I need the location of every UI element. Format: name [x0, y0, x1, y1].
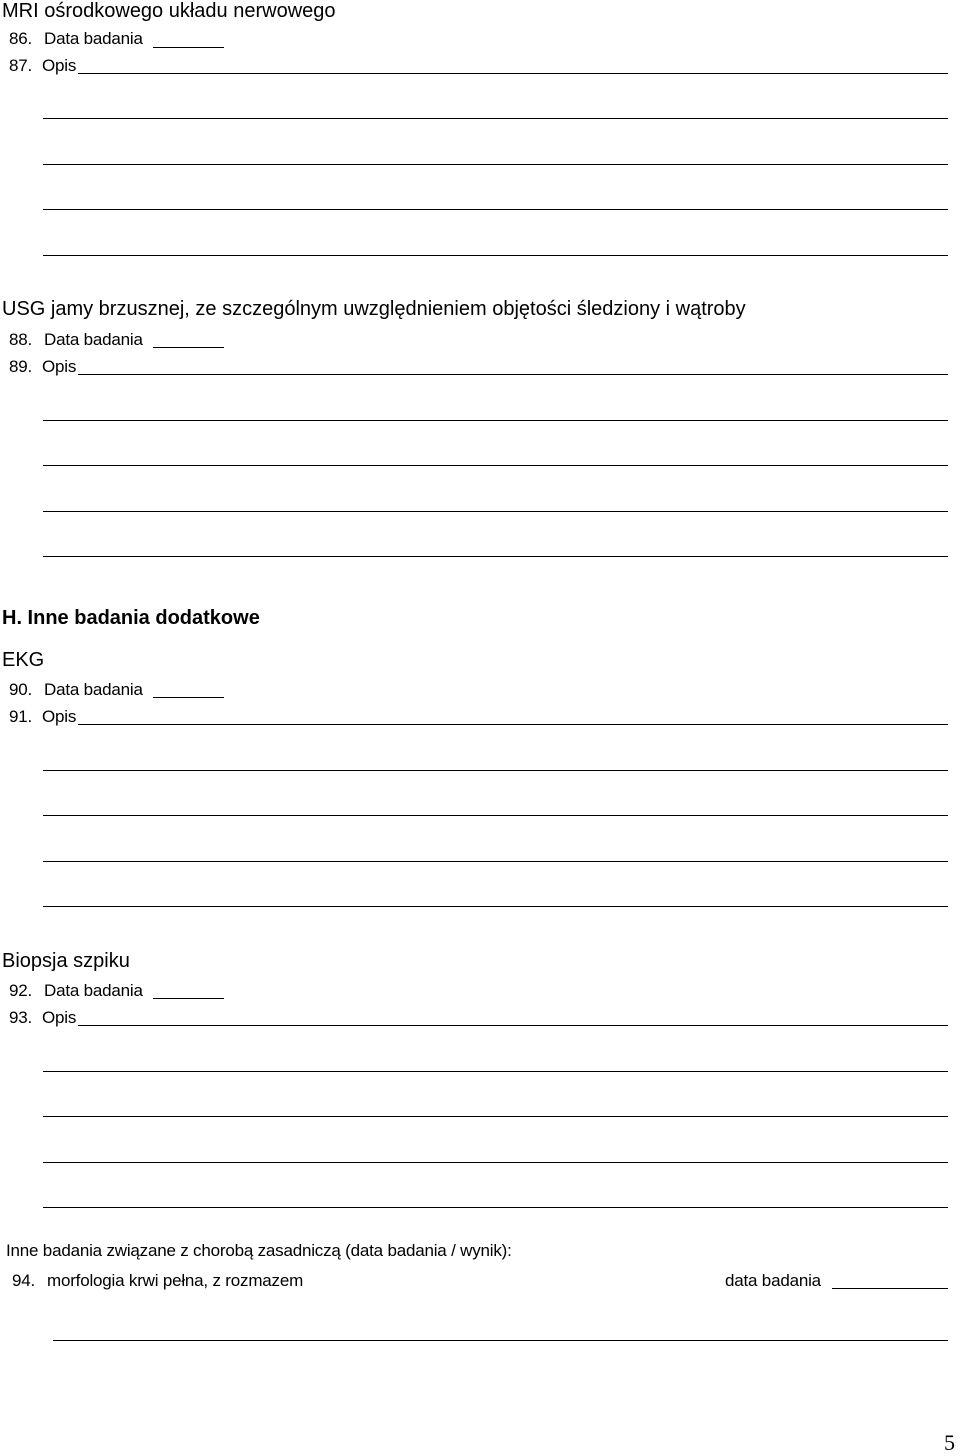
field-number-91: 91.	[9, 707, 33, 726]
desc-label-93: Opis	[42, 1008, 77, 1027]
desc-input-line-89[interactable]	[78, 374, 948, 375]
part-h-heading: H. Inne badania dodatkowe	[2, 607, 260, 629]
desc-label-89: Opis	[42, 357, 77, 376]
field-number-88: 88.	[9, 330, 33, 349]
section-title-biopsy: Biopsja szpiku	[2, 950, 130, 972]
desc-input-line-89-2[interactable]	[43, 420, 948, 421]
desc-input-line-93-4[interactable]	[43, 1162, 948, 1163]
desc-input-line-87[interactable]	[78, 73, 948, 74]
desc-input-line-93-5[interactable]	[43, 1207, 948, 1208]
blood-count-label: morfologia krwi pełna, z rozmazem	[47, 1271, 304, 1290]
desc-input-line-91-2[interactable]	[43, 770, 948, 771]
field-number-94: 94.	[12, 1271, 36, 1290]
date-input-line-94[interactable]	[832, 1288, 948, 1289]
section-title-usg: USG jamy brzusznej, ze szczególnym uwzględnieniem objętości śledziony i wątroby	[2, 298, 746, 320]
field-number-93: 93.	[9, 1008, 33, 1027]
desc-label-87: Opis	[42, 56, 77, 75]
field-number-92: 92.	[9, 981, 33, 1000]
desc-label-91: Opis	[42, 707, 77, 726]
desc-input-line-87-5[interactable]	[43, 255, 948, 256]
date-label-88: Data badania	[44, 330, 143, 349]
date-input-line-88[interactable]	[153, 347, 224, 348]
desc-input-line-91-3[interactable]	[43, 815, 948, 816]
desc-input-line-89-4[interactable]	[43, 511, 948, 512]
desc-input-line-89-3[interactable]	[43, 465, 948, 466]
desc-input-line-93[interactable]	[78, 1025, 948, 1026]
desc-input-line-89-5[interactable]	[43, 556, 948, 557]
date-label-92: Data badania	[44, 981, 143, 1000]
date-input-line-86[interactable]	[153, 47, 224, 48]
result-input-line-94[interactable]	[53, 1340, 948, 1341]
desc-input-line-93-2[interactable]	[43, 1071, 948, 1072]
date-label-90: Data badania	[44, 680, 143, 699]
desc-input-line-91-5[interactable]	[43, 906, 948, 907]
date-input-line-92[interactable]	[153, 998, 224, 999]
desc-input-line-91[interactable]	[78, 724, 948, 725]
desc-input-line-91-4[interactable]	[43, 861, 948, 862]
other-tests-heading: Inne badania związane z chorobą zasadniczą (data badania / wynik):	[6, 1241, 512, 1260]
desc-input-line-87-4[interactable]	[43, 209, 948, 210]
desc-input-line-87-3[interactable]	[43, 164, 948, 165]
date-input-line-90[interactable]	[153, 697, 224, 698]
section-title-ekg: EKG	[2, 649, 45, 671]
section-title-mri: MRI ośrodkowego układu nerwowego	[2, 0, 336, 22]
field-number-90: 90.	[9, 680, 33, 699]
field-number-87: 87.	[9, 56, 33, 75]
date-label-86: Data badania	[44, 29, 143, 48]
desc-input-line-93-3[interactable]	[43, 1116, 948, 1117]
page-number: 5	[944, 1430, 955, 1455]
field-number-86: 86.	[9, 29, 33, 48]
field-number-89: 89.	[9, 357, 33, 376]
desc-input-line-87-2[interactable]	[43, 118, 948, 119]
date-label-94: data badania	[725, 1271, 821, 1290]
